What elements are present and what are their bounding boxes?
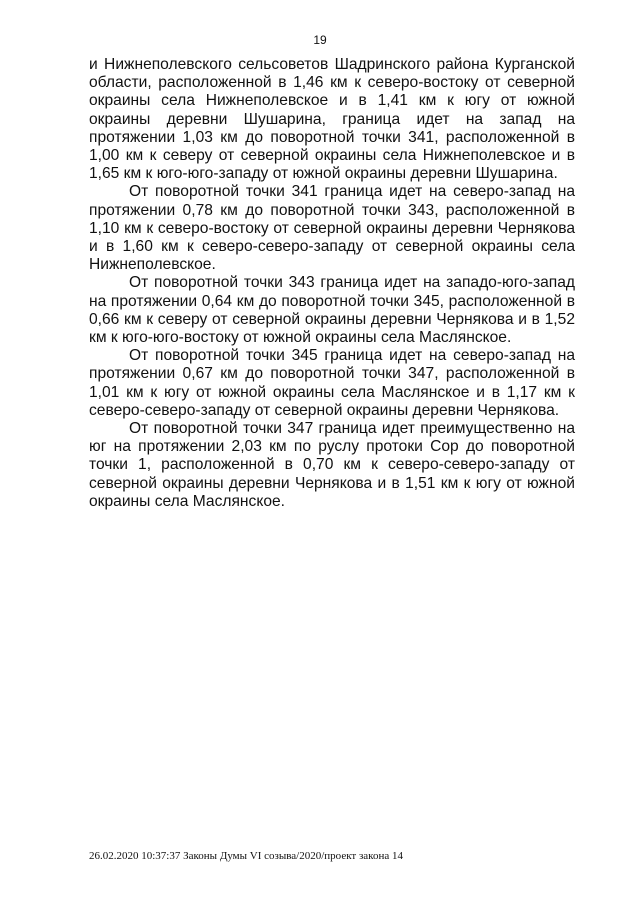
paragraph-continuation: и Нижнеполевского сельсоветов Шадринского района Курганской области, расположенной в 1,46 км к северо-востоку от северной окраины села Нижнеполевское и в 1,41 км к югу от южной окраины деревни Шушарина, граница идет на запад на протяжении 1,03 км до поворотной точки 341, расположенной в 1,00 км к северу от северной окраины села Нижнеполевское и в 1,65 км к юго-юго-западу от южной окраины деревни Шушарина.	[89, 56, 575, 183]
paragraph-point-343: От поворотной точки 343 граница идет на западо-юго-запад на протяжении 0,64 км до поворотной точки 345, расположенной в 0,66 км к северу от северной окраины деревни Чернякова и в 1,52 км к юго-юго-востоку от южной окраины села Маслянское.	[89, 274, 575, 347]
document-body	[89, 56, 575, 511]
page-number: 19	[313, 33, 327, 47]
paragraph-point-345: От поворотной точки 345 граница идет на северо-запад на протяжении 0,67 км до поворотной точки 347, расположенной в 1,01 км к югу от южной окраины села Маслянское и в 1,17 км к северо-северо-западу от северной окраины деревни Чернякова.	[89, 347, 575, 419]
paragraph-point-341: От поворотной точки 341 граница идет на северо-запад на протяжении 0,78 км до поворотной точки 343, расположенной в 1,10 км к северо-востоку от северной окраины деревни Чернякова и в 1,60 км к северо-северо-западу от северной окраины села Нижнеполевское.	[89, 183, 575, 274]
document-footer: 26.02.2020 10:37:37 Законы Думы VI созыва/2020/проект закона 14	[89, 850, 403, 862]
paragraph-point-347: От поворотной точки 347 граница идет преимущественно на юг на протяжении 2,03 км по руслу протоки Сор до поворотной точки 1, расположенной в 0,70 км к северо-северо-западу от северной окраины деревни Чернякова и в 1,51 км к югу от южной окраины села Маслянское.	[89, 420, 575, 510]
